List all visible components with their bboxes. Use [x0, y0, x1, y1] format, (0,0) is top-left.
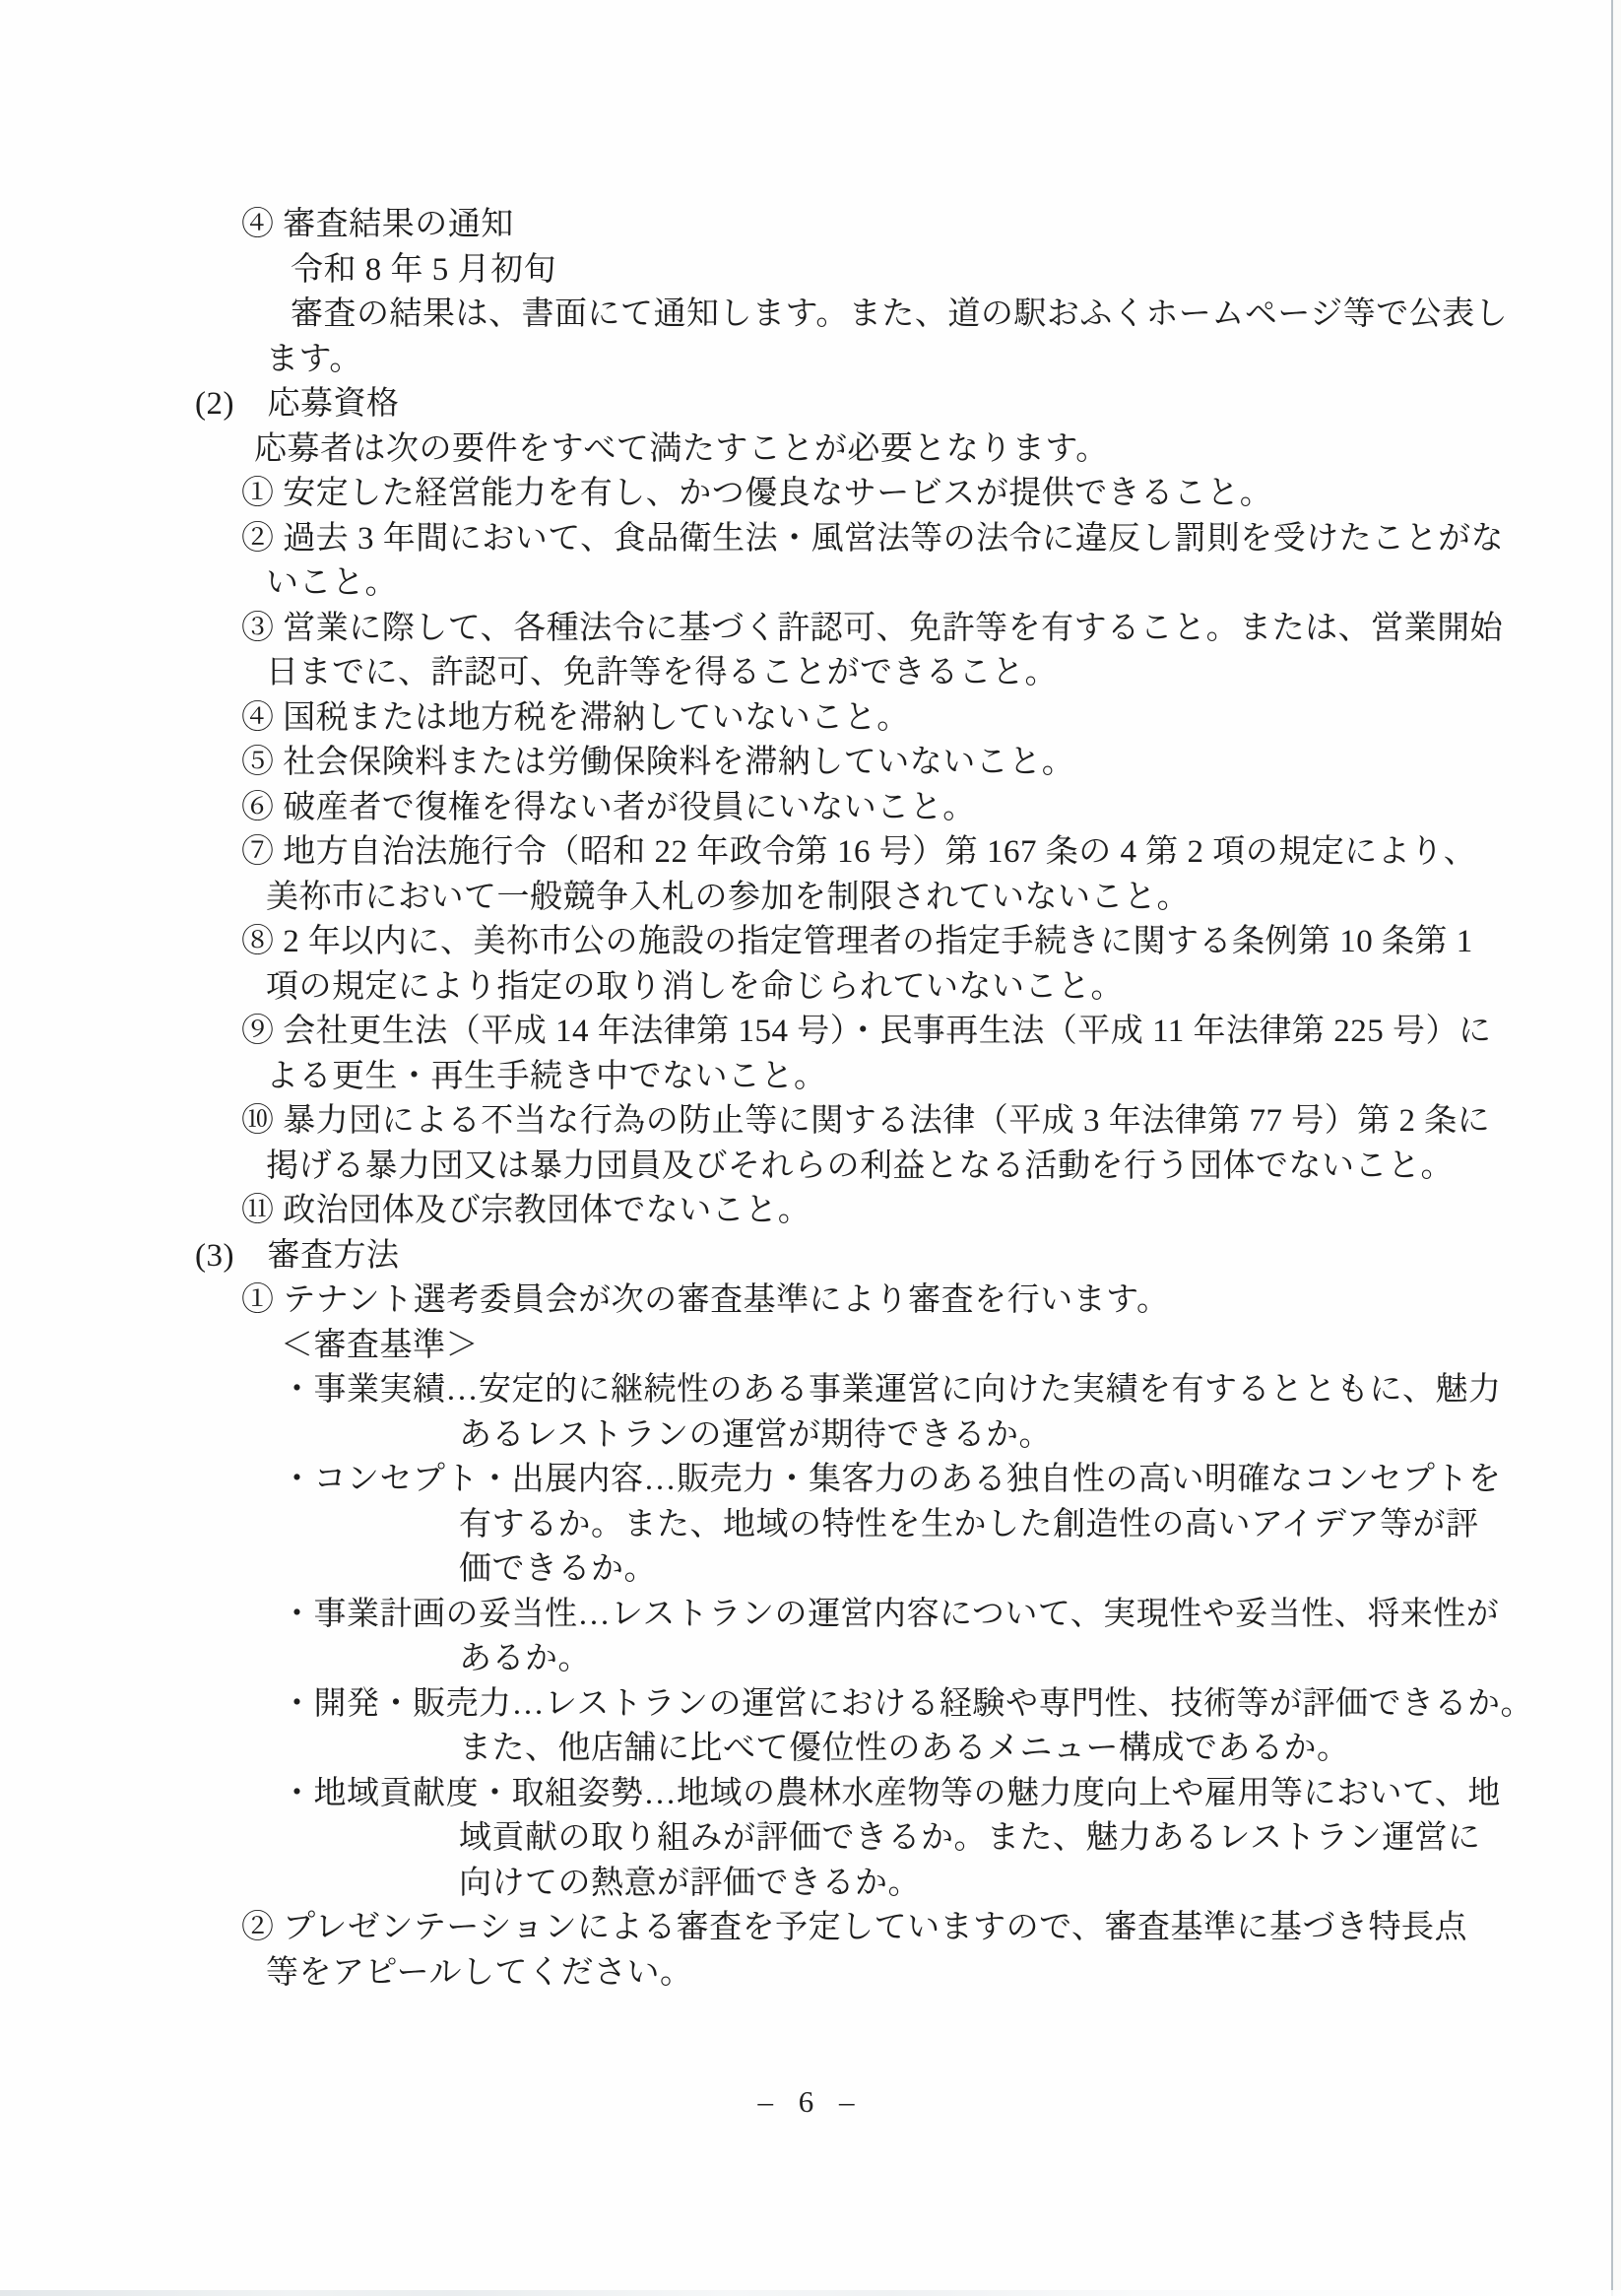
- text-line: ・コンセプト・出展内容…販売力・集客力のある独自性の高い明確なコンセプトを: [281, 1462, 1502, 1497]
- text-line: ⑦ 地方自治法施行令（昭和 22 年政令第 16 号）第 167 条の 4 第 2 項の規定により、: [241, 834, 1477, 870]
- text-line: ・開発・販売力…レストランの運営における経験や専門性、技術等が評価できるか。: [281, 1685, 1534, 1722]
- text-line: また、他店舗に比べて優位性のあるメニュー構成であるか。: [459, 1731, 1350, 1766]
- scan-edge-line-artifact: [1611, 0, 1613, 2296]
- text-line: あるか。: [459, 1641, 591, 1676]
- text-line: 域貢献の取り組みが評価できるか。また、魅力あるレストラン運営に: [459, 1820, 1481, 1856]
- scan-bottom-smudge-artifact: [0, 2290, 1621, 2296]
- page-number: – 6 –: [757, 2084, 864, 2119]
- text-line: ② プレゼンテーションによる審査を予定していますので、審査基準に基づき特長点: [241, 1910, 1467, 1945]
- text-line: よる更生・再生手続き中でないこと。: [266, 1058, 827, 1094]
- text-line: ・地域貢献度・取組姿勢…地域の農林水産物等の魅力度向上や雇用等において、地: [281, 1775, 1501, 1811]
- text-line: 美祢市において一般競争入札の参加を制限されていないこと。: [266, 879, 1190, 915]
- scan-edge-margin: [1613, 0, 1621, 2296]
- text-line: (3) 審査方法: [195, 1237, 400, 1274]
- text-line: ・事業計画の妥当性…レストランの運営内容について、実現性や妥当性、将来性が: [281, 1596, 1500, 1632]
- text-line: ⑥ 破産者で復権を得ない者が役員にいないこと。: [241, 789, 976, 825]
- text-line: ⑧ 2 年以内に、美祢市公の施設の指定管理者の指定手続きに関する条例第 10 条第 1: [241, 924, 1473, 959]
- text-line: ③ 営業に際して、各種法令に基づく許認可、免許等を有すること。または、営業開始: [241, 610, 1504, 646]
- text-line: ⑤ 社会保険料または労働保険料を滞納していないこと。: [241, 745, 1075, 780]
- text-line: ⑪ 政治団体及び宗教団体でないこと。: [241, 1193, 811, 1228]
- text-line: ④ 審査結果の通知: [241, 207, 514, 242]
- text-line: 審査の結果は、書面にて通知します。また、道の駅おふくホームページ等で公表し: [291, 296, 1509, 332]
- text-line: 令和 8 年 5 月初旬: [291, 251, 556, 288]
- text-line: 項の規定により指定の取り消しを命じられていないこと。: [266, 968, 1124, 1005]
- text-line: あるレストランの運営が期待できるか。: [459, 1416, 1053, 1453]
- text-line: 等をアピールしてください。: [266, 1954, 693, 1991]
- text-line: ② 過去 3 年間において、食品衛生法・風営法等の法令に違反し罰則を受けたことがな: [241, 520, 1505, 557]
- text-line: (2) 応募資格: [195, 386, 400, 422]
- text-line: 向けての熱意が評価できるか。: [459, 1865, 921, 1901]
- text-line: 有するか。また、地域の特性を生かした創造性の高いアイデア等が評: [459, 1506, 1479, 1542]
- text-line: ・事業実績…安定的に継続性のある事業運営に向けた実績を有するとともに、魅力: [281, 1372, 1502, 1408]
- text-line: 価できるか。: [459, 1551, 657, 1587]
- text-line: ます。: [266, 341, 362, 377]
- text-line: 応募者は次の要件をすべて満たすことが必要となります。: [254, 430, 1109, 467]
- text-line: 日までに、許認可、免許等を得ることができること。: [266, 655, 1058, 690]
- text-line: ＜審査基準＞: [281, 1327, 479, 1363]
- text-line: いこと。: [266, 565, 398, 601]
- text-line: ⑩ 暴力団による不当な行為の防止等に関する法律（平成 3 年法律第 77 号）第 2 条に: [241, 1103, 1491, 1139]
- text-line: 掲げる暴力団又は暴力団員及びそれらの利益となる活動を行う団体でないこと。: [266, 1148, 1454, 1184]
- text-line: ⑨ 会社更生法（平成 14 年法律第 154 号）・民事再生法（平成 11 年法律第 225 号）に: [241, 1014, 1492, 1049]
- text-line: ④ 国税または地方税を滞納していないこと。: [241, 699, 910, 736]
- text-line: ① テナント選考委員会が次の審査基準により審査を行います。: [241, 1282, 1170, 1318]
- text-line: ① 安定した経営能力を有し、かつ優良なサービスが提供できること。: [241, 476, 1273, 511]
- text-lines: [0, 203, 1621, 1996]
